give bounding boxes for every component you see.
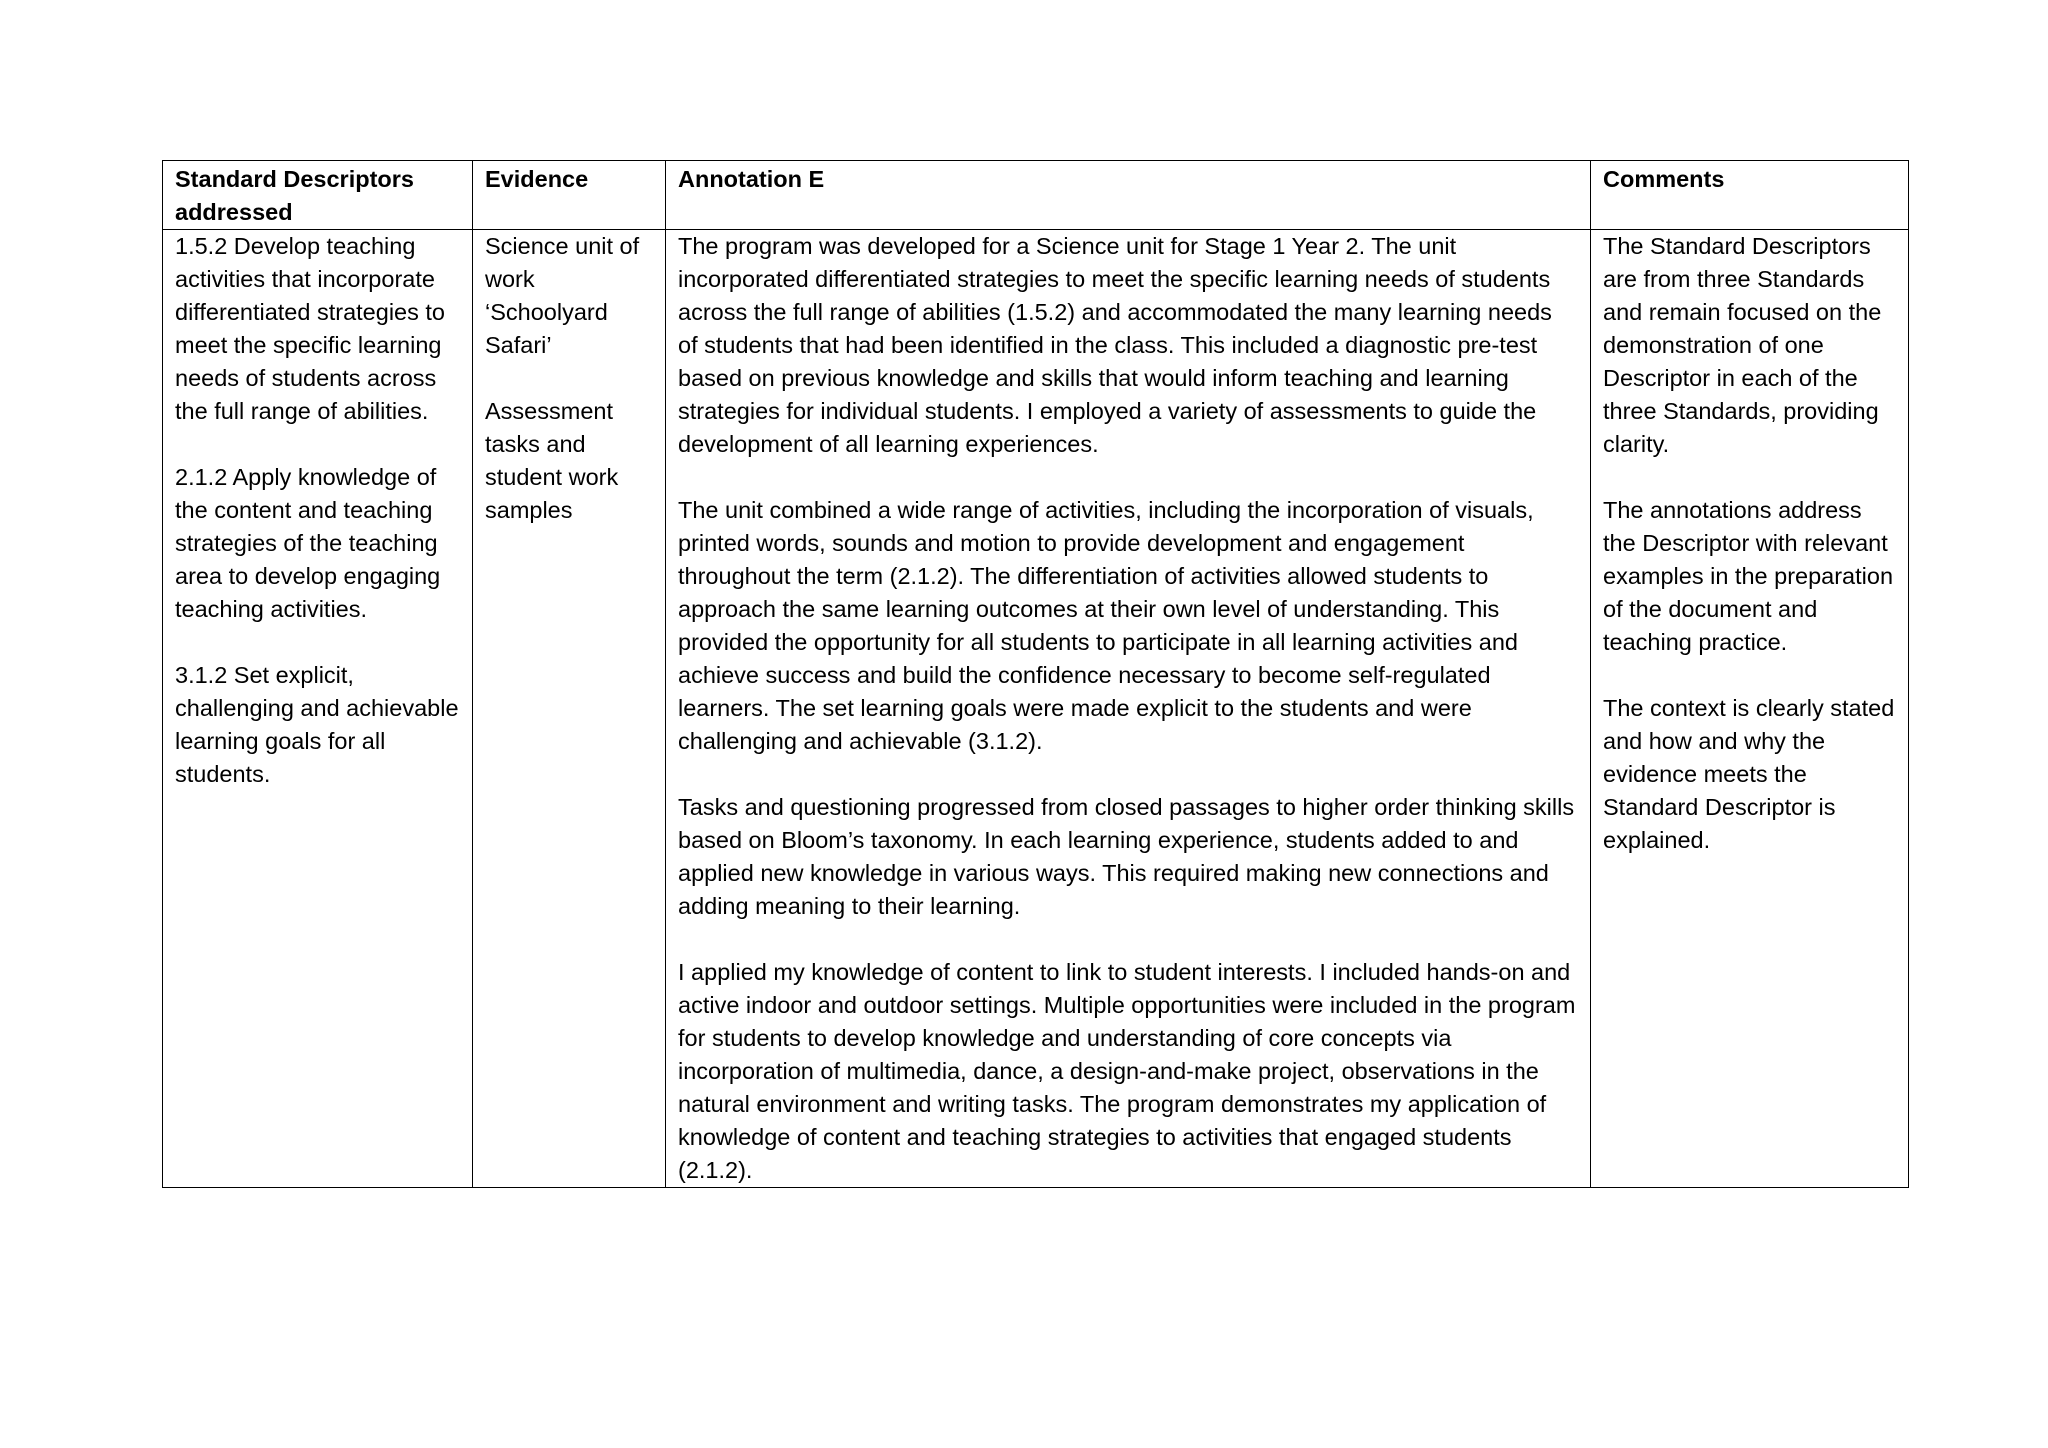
header-annotation: Annotation E bbox=[666, 161, 1591, 230]
annotation-paragraph: Tasks and questioning progressed from closed passages to higher order thinking skills based on Bloom’s taxonomy. In each learning experience, students added to and applied new knowledge in various ways. This required making new connections and adding meaning to their learning. bbox=[678, 794, 1575, 919]
comments-cell bbox=[1591, 230, 1909, 1188]
annotation-cell bbox=[666, 230, 1591, 1188]
annotation-paragraph: I applied my knowledge of content to link to student interests. I included hands-on and active indoor and outdoor settings. Multiple opportunities were included in the program for students to develop knowledge and understanding of core concepts via incorporation of multimedia, dance, a design-and-make project, observations in the natural environment and writing tasks. The program demonstrates my application of knowledge of content and teaching strategies to activities that engaged students (2.1.2). bbox=[678, 959, 1576, 1183]
evidence-item: Assessment tasks and student work samples bbox=[485, 398, 619, 523]
table-header-row bbox=[163, 161, 1909, 230]
comment-paragraph: The Standard Descriptors are from three Standards and remain focused on the demonstration of one Descriptor in each of the three Standards, providing clarity. bbox=[1603, 233, 1882, 457]
header-standard-descriptors: Standard Descriptors addressed bbox=[163, 161, 473, 230]
annotation-paragraph: The program was developed for a Science unit for Stage 1 Year 2. The unit incorporated differentiated strategies to meet the specific learning needs of students across the full range of abilities (1.5.2) and accommodated the many learning needs of students that had been identified in the class. This included a diagnostic pre-test based on previous knowledge and skills that would inform teaching and learning strategies for individual students. I employed a variety of assessments to guide the development of all learning experiences. bbox=[678, 233, 1552, 457]
standard-descriptor: 3.1.2 Set explicit, challenging and achievable learning goals for all students. bbox=[175, 662, 459, 787]
evidence-cell bbox=[473, 230, 666, 1188]
comment-paragraph: The context is clearly stated and how and why the evidence meets the Standard Descriptor is explained. bbox=[1603, 695, 1895, 853]
header-evidence: Evidence bbox=[473, 161, 666, 230]
comment-paragraph: The annotations address the Descriptor with relevant examples in the preparation of the document and teaching practice. bbox=[1603, 497, 1894, 655]
annotation-paragraph: The unit combined a wide range of activities, including the incorporation of visuals, printed words, sounds and motion to provide development and engagement throughout the term (2.1.2). The differentiation of activities allowed students to approach the same learning outcomes at their own level of understanding. This provided the opportunity for all students to participate in all learning activities and achieve success and build the confidence necessary to become self-regulated learners. The set learning goals were made explicit to the students and were challenging and achievable (3.1.2). bbox=[678, 497, 1534, 754]
table-row bbox=[163, 230, 1909, 1188]
evidence-item: Science unit of work ‘Schoolyard Safari’ bbox=[485, 233, 640, 358]
standard-descriptor: 2.1.2 Apply knowledge of the content and teaching strategies of the teaching area to develop engaging teaching activities. bbox=[175, 464, 441, 622]
standard-descriptor: 1.5.2 Develop teaching activities that incorporate differentiated strategies to meet the specific learning needs of students across the full range of abilities. bbox=[175, 233, 445, 424]
annotation-table bbox=[162, 160, 1909, 1188]
standards-cell bbox=[163, 230, 473, 1188]
header-comments: Comments bbox=[1591, 161, 1909, 230]
